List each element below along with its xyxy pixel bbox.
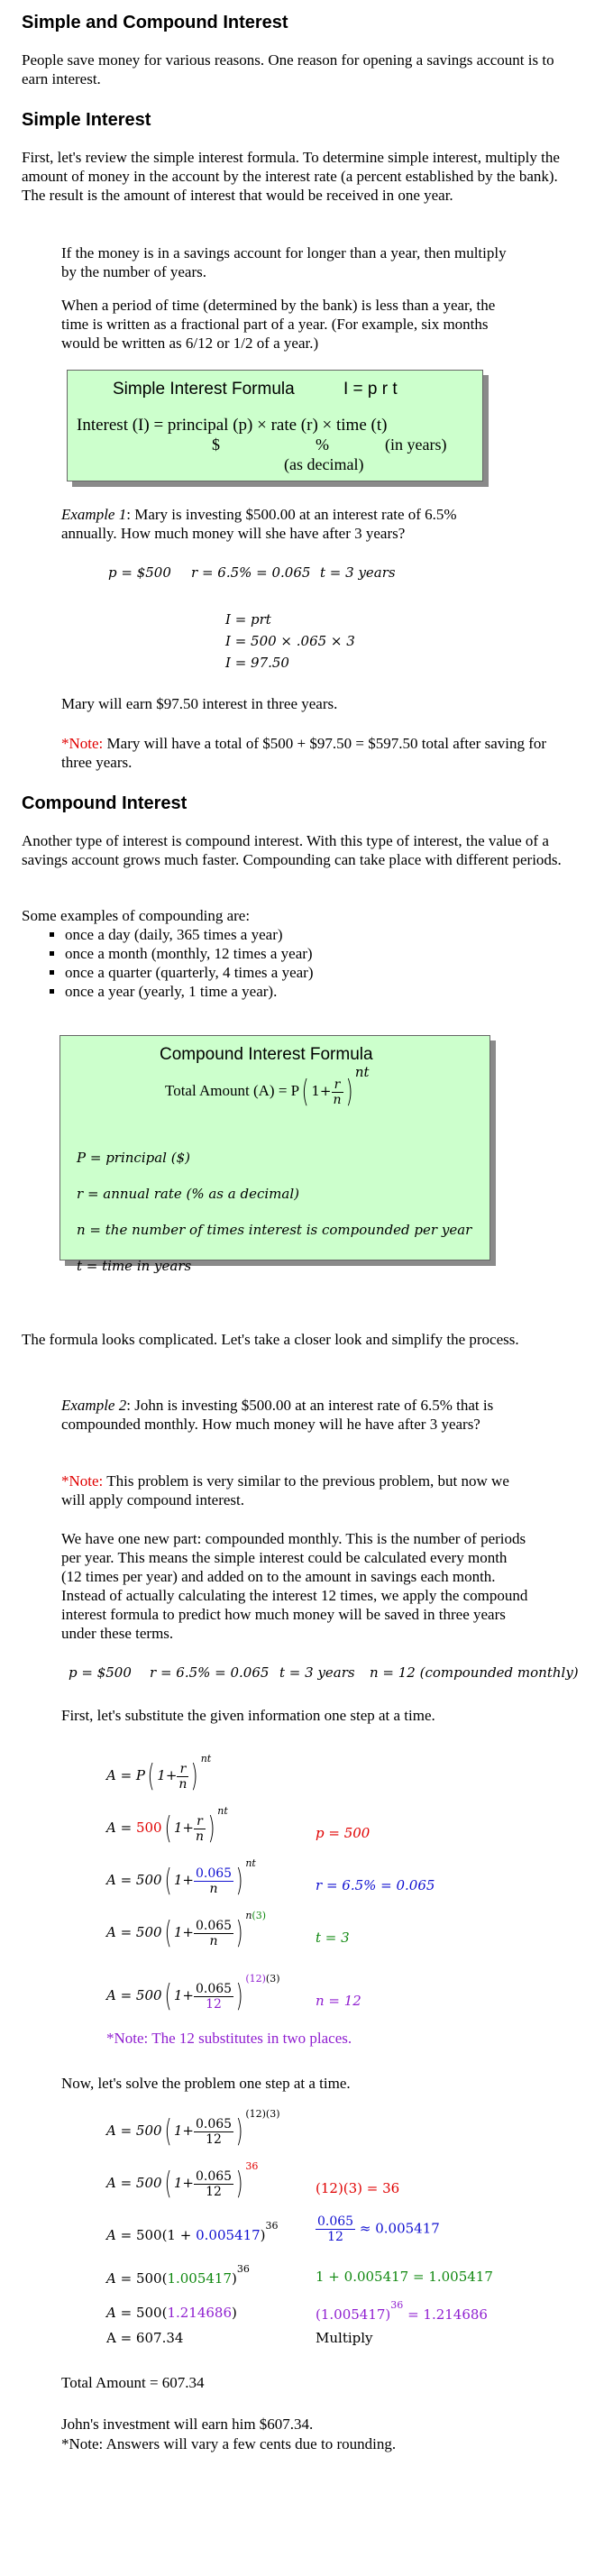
simple-note-text: Mary will have a total of $500 + $97.50 = $597.50 total after saving for three years. [61,735,547,771]
compound-paragraph-4: First, let's substitute the given information one step at a time. [61,1707,435,1724]
note-1-label: *Note: [61,1472,104,1490]
def-t: t = time in years [77,1258,192,1274]
solve-side-5: Multiply [316,2330,373,2346]
unit-years: (in years) [385,435,447,454]
compounding-list [22,925,313,1001]
simple-paragraph-2: If the money is in a savings account for longer than a year, then multiply by the number of years. [61,244,507,280]
unit-dollar: $ [212,435,220,454]
compound-formula-box [59,1035,490,1274]
calc-line-1: I = prt [225,611,271,628]
simple-note-label: *Note: [61,735,104,752]
simple-paragraph-3: When a period of time (determined by the bank) is less than a year, the time is written as a fractional part of a year. (For example, six months would be written as 6/12 or 1/2 of a year.) [61,297,496,352]
simple-formula-short: I = p r t [343,380,398,399]
calc-line-2: I = 500 × .065 × 3 [225,633,355,649]
solve-step-5: A = 500(1.214686) [106,2305,237,2321]
solve-side-4: $(1.005417)^{36} = 1.214686$ [316,2299,488,2323]
list-item: ▪ once a day (daily, 365 times a year) [65,925,313,944]
simple-result: Mary will earn $97.50 interest in three years. [61,695,338,712]
examples-intro: Some examples of compounding are: [22,907,251,924]
sub-step-4: A = 500( 1+ $\frac{0.065}{12}$ ) $^{(12)(3)}$ [106,1973,280,2014]
simple-paragraph-1: First, let's review the simple interest formula. To determine simple interest, multiply the amount of money in the account by the interest rate (a percent established by the bank). The result is the amount of interest that would be received in one year. [22,149,560,204]
given-t: t = 3 years [320,564,396,581]
given-r: r = 6.5% = 0.065 [191,564,311,581]
cgiven-n: n = 12 (compounded monthly) [370,1664,579,1681]
solve-step-1: A = 500( 1+ $\frac{0.065}{12}$ ) $^{(12)(3)}$ [106,2108,280,2150]
simple-heading: Simple Interest [22,110,151,130]
sub-step-1: A = 500( 1+ $\frac{r}{n}$ ) $^{nt}$ [106,1805,228,1847]
cgiven-t: t = 3 years [279,1664,355,1681]
example-1-label: Example 1 [61,506,127,523]
calc-line-3: I = 97.50 [225,655,289,671]
solve-step-3: $A = 500(1 + 0.005417)^{36}$ [106,2220,279,2243]
compound-formula: Total Amount (A) = P( 1+ $\frac{r}{n}$ )$^{nt}$ [165,1064,370,1110]
compound-heading: Compound Interest [22,793,188,813]
compound-formula-title: Compound Interest Formula [160,1045,373,1064]
sub-note-p: p = 500 [316,1825,371,1841]
sub-step-3: A = 500( 1+ $\frac{0.065}{n}$ ) $^{n(3)}$ [106,1910,267,1951]
cgiven-p: p = $500 [69,1664,132,1681]
solve-side-1: (12)(3) = 36 [316,2180,400,2196]
simple-note [61,734,548,772]
example-1-text: : Mary is investing $500.00 at an interest rate of 6.5% annually. How much money will she have after 3 years? [61,506,457,542]
solve-side-3: 1 + 0.005417 = 1.005417 [316,2269,493,2285]
solve-side-2: $\frac{0.065}{12}$ ≈ 0.005417 [317,2214,440,2244]
unit-percent: % [316,435,329,454]
sub-step-0: A = P( 1+ $\frac{r}{n}$ ) $^{nt}$ [106,1753,212,1794]
example-2-text: : John is investing $500.00 at an interest rate of 6.5% that is compounded monthly. How much money will he have after 3 years? [61,1397,494,1433]
example-2 [61,1396,530,1434]
compound-note-1 [61,1471,530,1509]
rounding-note: *Note: Answers will vary a few cents due to rounding. [61,2435,397,2452]
page-title: Simple and Compound Interest [22,13,288,32]
side2-value: ≈ 0.005417 [359,2220,440,2237]
example-1 [61,505,512,543]
given-p: p = $500 [108,564,171,581]
list-item: ▪ once a quarter (quarterly, 4 times a year) [65,963,313,982]
sub-note-t: t = 3 [316,1930,350,1946]
note-1-text: This problem is very similar to the previous problem, but now we will apply compound interest. [61,1472,509,1508]
solve-step-4: $A = 500(1.005417)^{36}$ [106,2263,250,2287]
sub-note-n: n = 12 [316,1993,361,2009]
cgiven-r: r = 6.5% = 0.065 [150,1664,270,1681]
solve-step-6: A = 607.34 [106,2330,184,2346]
intro-text: People save money for various reasons. One reason for opening a savings account is to earn interest. [22,51,554,87]
sub-note-r: r = 6.5% = 0.065 [316,1877,435,1893]
unit-decimal: (as decimal) [284,455,364,473]
simple-formula-line: Interest (I) = principal (p) × rate (r) × time (t) [77,416,388,435]
simple-formula-box [67,370,483,481]
sub-note-twice: *Note: The 12 substitutes in two places. [106,2030,352,2047]
list-item: ▪ once a year (yearly, 1 time a year). [65,982,313,1001]
def-n: n = the number of times interest is compounded per year [77,1222,472,1238]
compound-paragraph-1: Another type of interest is compound interest. With this type of interest, the value of a savings account grows much faster. Compounding can take place with different periods. [22,832,562,868]
compound-paragraph-3: We have one new part: compounded monthly. This is the number of periods per year. This means the simple interest could be calculated every month (12 times per year) and added on to the amount in savings each month. Instead of actually calculating the interest 12 times, we apply the compound interest formula to predict how much money will be saved in three years under these terms. [61,1530,528,1642]
example-2-label: Example 2 [61,1397,127,1414]
simple-formula-title: Simple Interest Formula [113,380,295,399]
side4-value: = 1.214686 [407,2306,488,2323]
compound-paragraph-5: Now, let's solve the problem one step at a time. [61,2075,351,2092]
def-r: r = annual rate (% as a decimal) [77,1186,299,1202]
compound-paragraph-2: The formula looks complicated. Let's take a closer look and simplify the process. [22,1331,519,1348]
def-p: P = principal ($) [77,1150,190,1166]
total-amount-label: Total Amount (A) = P [165,1081,300,1099]
solve-step-2: A = 500( 1+ $\frac{0.065}{12}$ ) $^{36}$ [106,2160,259,2202]
earn-result: John's investment will earn him $607.34. [61,2416,314,2433]
list-item: ▪ once a month (monthly, 12 times a year) [65,944,313,963]
total-amount: Total Amount = 607.34 [61,2374,205,2391]
sub-step-2: A = 500( 1+ $\frac{0.065}{n}$ ) $^{nt}$ [106,1857,256,1899]
